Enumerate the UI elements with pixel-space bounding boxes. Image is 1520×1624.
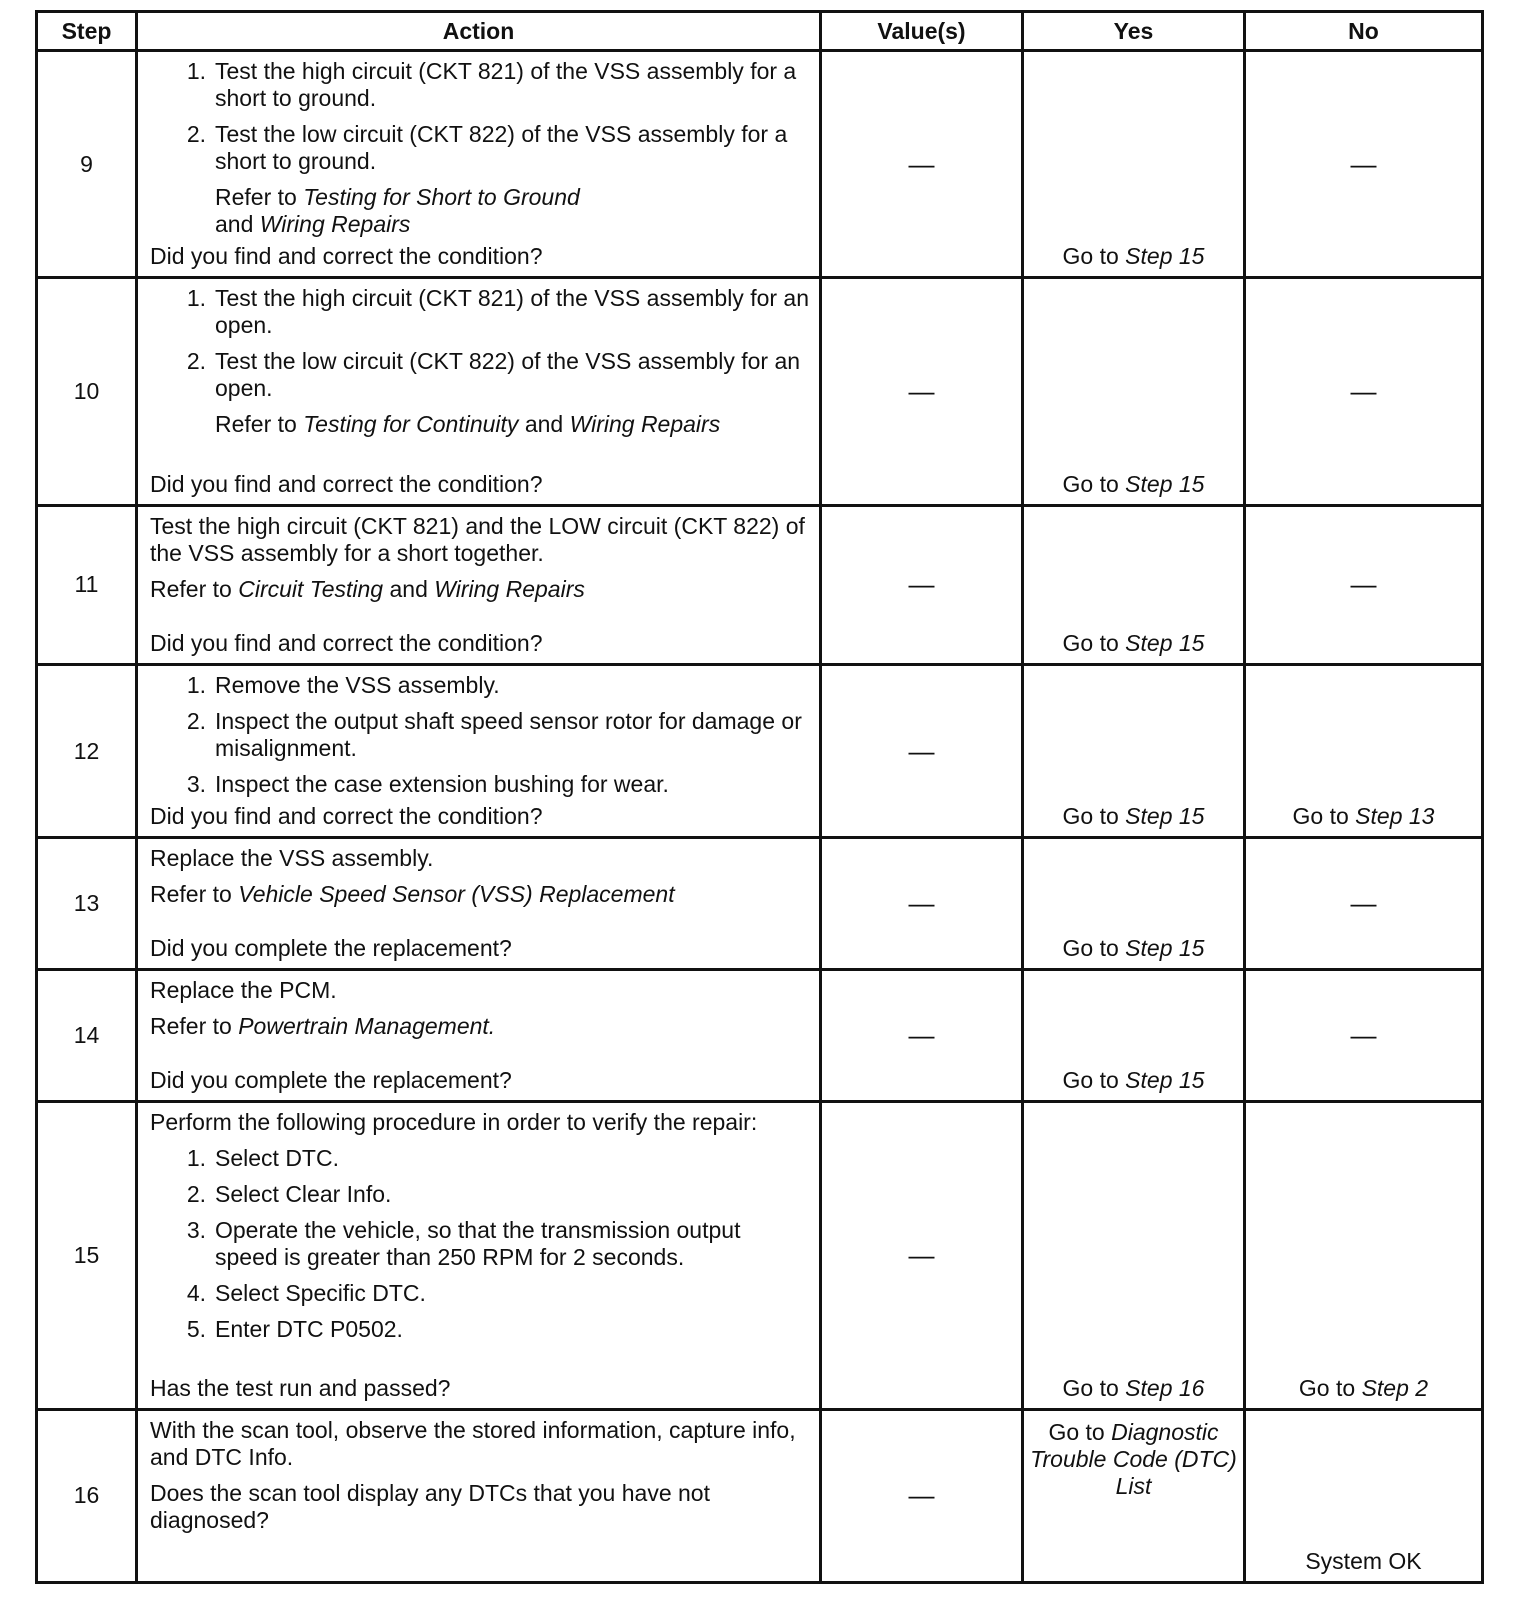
list-item: 2. Inspect the output shaft speed sensor rotor for damage or misalignment. bbox=[186, 708, 802, 761]
yes-cell bbox=[1023, 838, 1245, 970]
action-cell bbox=[137, 665, 821, 838]
diagnostic-step-table bbox=[35, 10, 1484, 1584]
yes-cell bbox=[1023, 969, 1245, 1101]
no-goto[interactable]: Go to Step 2 bbox=[1298, 1374, 1429, 1401]
step-number: 14 bbox=[37, 969, 137, 1101]
action-cell bbox=[137, 51, 821, 278]
table-row bbox=[37, 838, 1483, 970]
reference-link[interactable]: Wiring Repairs bbox=[569, 411, 721, 438]
action-cell bbox=[137, 838, 821, 970]
yes-goto[interactable]: Go to Step 15 bbox=[1062, 1066, 1205, 1093]
list-item: 1. Select DTC. bbox=[186, 1144, 339, 1171]
step-number: 16 bbox=[37, 1409, 137, 1582]
yes-cell bbox=[1023, 665, 1245, 838]
action-cell bbox=[137, 505, 821, 664]
table-row bbox=[37, 1409, 1483, 1582]
yes-cell bbox=[1023, 505, 1245, 664]
list-item: 2. Test the low circuit (CKT 822) of the VSS assembly for a short to ground. bbox=[186, 121, 788, 174]
list-item: 1. Test the high circuit (CKT 821) of the VSS assembly for a short to ground. bbox=[186, 58, 797, 111]
list-item: 1. Remove the VSS assembly. bbox=[186, 672, 500, 698]
table-row bbox=[37, 969, 1483, 1101]
no-cell: — bbox=[1245, 838, 1483, 970]
step-number: 15 bbox=[37, 1101, 137, 1409]
list-item: 4. Select Specific DTC. bbox=[186, 1279, 426, 1306]
question-text: Did you complete the replacement? bbox=[150, 1066, 512, 1093]
yes-cell bbox=[1023, 278, 1245, 505]
list-item: 3. Operate the vehicle, so that the transmission output speed is greater than 250 RPM for 2 seconds. bbox=[186, 1216, 741, 1270]
action-cell bbox=[137, 1101, 821, 1409]
yes-goto[interactable]: Go to Step 15 bbox=[1062, 630, 1205, 656]
table-row bbox=[37, 51, 1483, 278]
yes-goto[interactable]: Go to Step 15 bbox=[1062, 803, 1205, 830]
action-cell bbox=[137, 278, 821, 505]
header-step: Step bbox=[37, 12, 137, 51]
table-row bbox=[37, 665, 1483, 838]
action-cell bbox=[137, 969, 821, 1101]
no-cell: — bbox=[1245, 278, 1483, 505]
value-cell: — bbox=[821, 838, 1023, 970]
value-cell: — bbox=[821, 505, 1023, 664]
yes-cell bbox=[1023, 1101, 1245, 1409]
question-text: Does the scan tool display any DTCs that you have not diagnosed? bbox=[150, 1479, 710, 1533]
table-row bbox=[37, 1101, 1483, 1409]
step-number: 12 bbox=[37, 665, 137, 838]
yes-cell bbox=[1023, 51, 1245, 278]
table-row bbox=[37, 278, 1483, 505]
reference-link[interactable]: Wiring Repairs bbox=[259, 211, 411, 237]
step-number: 10 bbox=[37, 278, 137, 505]
header-action: Action bbox=[137, 12, 821, 51]
yes-goto[interactable]: Go to Step 16 bbox=[1062, 1374, 1205, 1401]
action-text: Replace the VSS assembly. bbox=[150, 845, 434, 872]
system-ok-text: System OK bbox=[1305, 1548, 1422, 1574]
header-no: No bbox=[1245, 12, 1483, 51]
header-row bbox=[37, 12, 1483, 51]
header-values: Value(s) bbox=[821, 12, 1023, 51]
yes-goto[interactable]: Go to Step 15 bbox=[1062, 934, 1205, 961]
reference-link[interactable]: Vehicle Speed Sensor (VSS) Replacement bbox=[238, 881, 675, 908]
reference-link[interactable]: Circuit Testing bbox=[238, 575, 384, 602]
action-text: With the scan tool, observe the stored information, capture info, and DTC Info. bbox=[150, 1416, 796, 1470]
yes-goto[interactable]: Go to Step 15 bbox=[1062, 243, 1205, 270]
reference-link[interactable]: Wiring Repairs bbox=[434, 575, 585, 602]
table-row bbox=[37, 505, 1483, 664]
no-cell: — bbox=[1245, 51, 1483, 278]
list-item: 2. Select Clear Info. bbox=[186, 1180, 392, 1207]
question-text: Did you find and correct the condition? bbox=[150, 803, 543, 830]
value-cell: — bbox=[821, 278, 1023, 505]
value-cell: — bbox=[821, 51, 1023, 278]
yes-goto[interactable]: Go to Step 15 bbox=[1062, 470, 1205, 497]
list-item: 2. Test the low circuit (CKT 822) of the VSS assembly for an open. bbox=[186, 348, 801, 402]
reference-link[interactable]: Testing for Continuity bbox=[303, 411, 519, 438]
value-cell: — bbox=[821, 1409, 1023, 1582]
value-cell: — bbox=[821, 665, 1023, 838]
no-cell bbox=[1245, 665, 1483, 838]
step-number: 13 bbox=[37, 838, 137, 970]
no-cell bbox=[1245, 1101, 1483, 1409]
header-yes: Yes bbox=[1023, 12, 1245, 51]
list-item: 1. Test the high circuit (CKT 821) of the VSS assembly for an open. bbox=[186, 285, 810, 339]
question-text: Has the test run and passed? bbox=[150, 1374, 451, 1401]
no-goto[interactable]: Go to Step 13 bbox=[1292, 803, 1435, 830]
reference-note: Refer to Testing for Continuity and Wiring Repairs bbox=[215, 411, 721, 438]
step-number: 11 bbox=[37, 505, 137, 664]
action-text: Perform the following procedure in order to verify the repair: bbox=[150, 1108, 758, 1135]
reference-link[interactable]: Testing for Short to Ground bbox=[303, 184, 580, 210]
reference-note: Refer to Vehicle Speed Sensor (VSS) Replacement bbox=[150, 881, 675, 908]
question-text: Did you find and correct the condition? bbox=[150, 630, 543, 656]
question-text: Did you complete the replacement? bbox=[150, 934, 512, 961]
no-cell: — bbox=[1245, 969, 1483, 1101]
question-text: Did you find and correct the condition? bbox=[150, 243, 543, 270]
reference-link[interactable]: Powertrain Management. bbox=[238, 1012, 496, 1039]
no-cell bbox=[1245, 1409, 1483, 1582]
diagnostic-table-page bbox=[35, 10, 1481, 1584]
reference-note: Refer to Circuit Testing and Wiring Repairs bbox=[150, 575, 585, 602]
list-item: 3. Inspect the case extension bushing for wear. bbox=[186, 771, 669, 797]
reference-note: Refer to Powertrain Management. bbox=[150, 1012, 496, 1039]
value-cell: — bbox=[821, 1101, 1023, 1409]
question-text: Did you find and correct the condition? bbox=[150, 470, 543, 497]
yes-cell bbox=[1023, 1409, 1245, 1582]
step-number: 9 bbox=[37, 51, 137, 278]
no-cell: — bbox=[1245, 505, 1483, 664]
action-cell bbox=[137, 1409, 821, 1582]
reference-note: Refer to Testing for Short to Ground and Wiring Repairs bbox=[215, 184, 580, 237]
list-item: 5. Enter DTC P0502. bbox=[186, 1315, 403, 1342]
action-text: Test the high circuit (CKT 821) and the LOW circuit (CKT 822) of the VSS assembly for a short together. bbox=[150, 512, 805, 566]
value-cell: — bbox=[821, 969, 1023, 1101]
yes-goto[interactable]: Go to Diagnostic Trouble Code (DTC) List bbox=[1030, 1418, 1237, 1499]
action-text: Replace the PCM. bbox=[150, 976, 337, 1003]
